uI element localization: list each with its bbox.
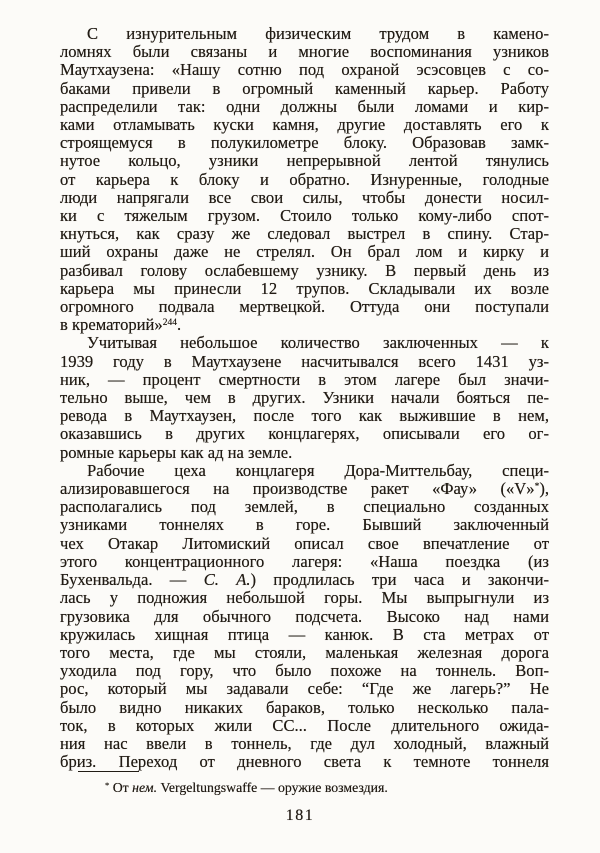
text-segment: распределили так: одни должны были ломами и кир- <box>60 96 549 116</box>
text-segment: ломнях были связаны и многие воспоминания узников <box>60 42 549 62</box>
text-segment: ния нас ввели в тоннель, где дул холодный, влажный <box>60 733 549 753</box>
text-segment: тельно выше, чем в других. Узники начали бояться пе- <box>60 388 549 408</box>
text-segment: ализировавшегося на производстве ракет «Фау» («V» <box>60 479 535 499</box>
text-segment: Бухенвальда. — <box>60 570 204 590</box>
text-segment: люди напрягали все свои силы, чтобы донести носил- <box>60 187 549 207</box>
superscript-marker: * <box>105 780 110 790</box>
text-block <box>60 25 549 771</box>
text-segment: Учитывая небольшое количество заключенных — к <box>87 333 549 353</box>
text-segment: От <box>109 780 133 795</box>
text-segment: разбивал голову ослабевшему узнику. В первый день из <box>60 260 549 280</box>
text-line <box>60 207 549 225</box>
text-segment: бриз. Переход от дневного света к темноте тоннеля <box>60 752 549 772</box>
text-segment: огромного подвала мертвецкой. Оттуда они поступали <box>60 297 549 317</box>
text-segment: ток, в которых жили СС... После длительного ожида- <box>60 715 549 735</box>
text-line <box>60 535 549 553</box>
text-segment: карьера мы принесли 12 трупов. Складывали их возле <box>60 278 549 298</box>
text-segment: строящемуся в полукилометре блоку. Образовав замк- <box>60 133 549 153</box>
text-segment: С изнурительным физическим трудом в камено- <box>87 24 549 43</box>
text-segment: кружилась хищная птица — канюк. В ста метрах от <box>60 624 549 644</box>
text-line <box>60 262 549 280</box>
text-line <box>60 662 549 680</box>
text-line <box>60 298 549 316</box>
text-line <box>60 116 549 134</box>
text-segment: Vergeltungswaffe — оружие возмездия. <box>157 780 388 795</box>
text-segment: от карьера к блоку и обратно. Изнуренные, голодные <box>60 169 549 189</box>
text-line <box>60 644 549 662</box>
superscript-marker: 244 <box>162 318 177 329</box>
text-segment: нутое кольцо, узники непрерывной лентой тянулись <box>60 151 549 171</box>
text-line <box>60 316 549 334</box>
text-line <box>60 498 549 516</box>
text-line <box>60 152 549 170</box>
text-line <box>60 61 549 79</box>
text-line <box>60 425 549 443</box>
text-line <box>60 571 549 589</box>
superscript-marker: * <box>534 482 540 493</box>
text-line <box>60 608 549 626</box>
text-line <box>60 134 549 152</box>
text-segment: располагались под землей, в специально созданных <box>60 497 549 517</box>
text-segment: уходила под гору, что было похоже на тоннель. Воп- <box>60 661 549 681</box>
text-line <box>60 371 549 389</box>
text-line <box>60 553 549 571</box>
text-line <box>60 171 549 189</box>
text-segment: этого концентрационного лагеря: «Наша поездка (из <box>60 551 549 571</box>
text-line <box>60 334 549 352</box>
text-line <box>60 717 549 735</box>
text-segment: баками привели в огромный каменный карьер. Работу <box>60 78 549 98</box>
page-number: 181 <box>285 807 315 824</box>
text-line <box>60 516 549 534</box>
text-segment: 1939 году в Маутхаузене насчитывался всего 1431 уз- <box>60 351 549 371</box>
text-line <box>60 353 549 371</box>
text-line <box>60 480 549 498</box>
text-line <box>60 243 549 261</box>
text-segment: . <box>176 315 182 335</box>
text-segment: ревода в Маутхаузен, после того как выжившие в нем, <box>60 406 549 426</box>
text-line <box>60 589 549 607</box>
text-segment: ки с тяжелым грузом. Стоило только кому-либо спот- <box>60 206 549 226</box>
text-line <box>60 753 549 771</box>
text-segment: ник, — процент смертности в этом лагере был значи- <box>60 369 549 389</box>
text-segment: чех Отакар Литомиский описал свое впечатление от <box>60 533 549 553</box>
text-line <box>60 735 549 753</box>
text-segment: было видно никаких бараков, только несколько пала- <box>60 697 549 717</box>
text-segment: Маутхаузена: «Нашу сотню под охраной эсэсовцев с со- <box>60 60 549 80</box>
text-segment: нем. <box>132 780 158 795</box>
text-line <box>60 280 549 298</box>
text-segment: оказавшись в других концлагерях, описывали его ог- <box>60 424 549 444</box>
text-segment: кнуться, как сразу же следовал выстрел в спину. Стар- <box>60 224 549 244</box>
text-segment: грузовика для обычного подсчета. Высоко над нами <box>60 606 549 626</box>
text-line <box>60 43 549 61</box>
text-line <box>60 189 549 207</box>
text-segment: ший охраны даже не стрелял. Он брал лом и кирку и <box>60 242 549 262</box>
footnote-text <box>60 779 549 796</box>
text-segment: узниками тоннелях в горе. Бывший заключенный <box>60 515 549 535</box>
text-segment: ками отламывать куски камня, другие доставлять его к <box>60 115 549 135</box>
text-segment: ромные карьеры как ад на земле. <box>60 442 293 462</box>
text-segment: в крематорий» <box>60 315 163 335</box>
text-line <box>60 699 549 717</box>
text-line <box>60 98 549 116</box>
text-line <box>60 25 549 43</box>
text-line <box>60 80 549 98</box>
footnote-divider <box>78 771 139 772</box>
text-segment: лась у подножия небольшой горы. Мы выпрыгнули из <box>60 588 549 608</box>
text-segment: ) продлилась три часа и закончи- <box>250 570 549 590</box>
text-line <box>60 444 549 462</box>
text-line <box>60 462 549 480</box>
text-segment: рос, который мы задавали себе: “Где же лагерь?” Не <box>60 679 549 699</box>
text-line <box>60 680 549 698</box>
text-segment: того места, где мы стояли, маленькая железная дорога <box>60 642 549 662</box>
text-line <box>60 407 549 425</box>
text-line <box>60 626 549 644</box>
text-segment: ), <box>539 479 549 499</box>
text-segment: С. А. <box>203 570 251 590</box>
text-segment: Рабочие цеха концлагеря Дора-Миттельбау, специ- <box>87 460 549 480</box>
text-line <box>60 225 549 243</box>
text-line <box>60 389 549 407</box>
